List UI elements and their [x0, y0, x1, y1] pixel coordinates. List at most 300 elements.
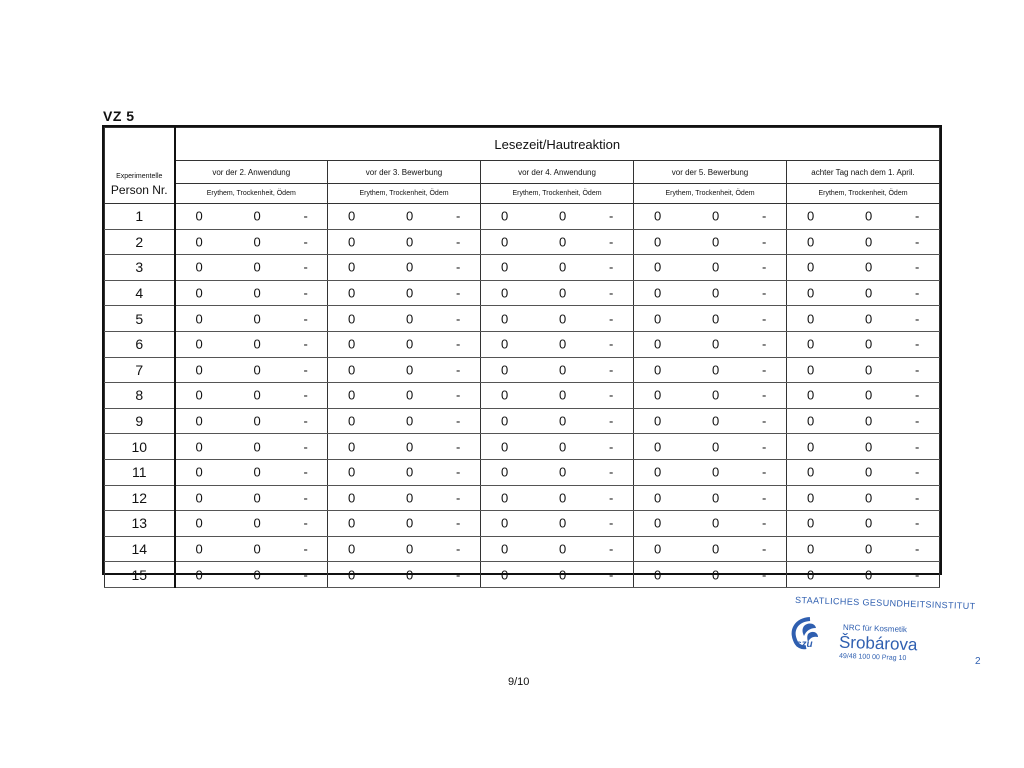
table-row [105, 383, 940, 409]
trockenheit-value: 0 [406, 208, 414, 224]
trockenheit-value: 0 [253, 464, 261, 480]
table-row [105, 485, 940, 511]
trockenheit-value: 0 [865, 362, 873, 378]
erythem-value: 0 [348, 413, 356, 429]
oedem-value: - [456, 387, 461, 403]
erythem-value: 0 [501, 541, 509, 557]
stamp-institute: STAATLICHES GESUNDHEITSINSTITUT [794, 594, 976, 612]
table-row [105, 511, 940, 537]
oedem-value: - [456, 259, 461, 275]
erythem-value: 0 [348, 567, 356, 583]
erythem-value: 0 [501, 311, 509, 327]
oedem-value: - [762, 464, 767, 480]
erythem-value: 0 [195, 387, 203, 403]
reaction-cell [787, 357, 940, 383]
oedem-value: - [456, 413, 461, 429]
trockenheit-value: 0 [712, 259, 720, 275]
reaction-cell [481, 229, 634, 255]
trockenheit-value: 0 [712, 567, 720, 583]
erythem-value: 0 [348, 541, 356, 557]
trockenheit-value: 0 [253, 311, 261, 327]
person-number: 10 [105, 434, 175, 460]
reaction-cell [634, 280, 787, 306]
person-header [105, 128, 175, 204]
erythem-value: 0 [654, 541, 662, 557]
trockenheit-value: 0 [712, 208, 720, 224]
sub-header: Erythem, Trockenheit, Ödem [328, 184, 481, 204]
person-number: 12 [105, 485, 175, 511]
reaction-cell [328, 536, 481, 562]
oedem-value: - [915, 541, 920, 557]
trockenheit-value: 0 [865, 336, 873, 352]
erythem-value: 0 [501, 285, 509, 301]
oedem-value: - [456, 285, 461, 301]
trockenheit-value: 0 [253, 387, 261, 403]
erythem-value: 0 [195, 464, 203, 480]
oedem-value: - [456, 311, 461, 327]
oedem-value: - [303, 311, 308, 327]
erythem-value: 0 [501, 234, 509, 250]
oedem-value: - [915, 259, 920, 275]
oedem-value: - [915, 311, 920, 327]
erythem-value: 0 [654, 234, 662, 250]
trockenheit-value: 0 [712, 413, 720, 429]
erythem-value: 0 [807, 387, 815, 403]
reaction-cell [175, 562, 328, 588]
reaction-cell [634, 408, 787, 434]
erythem-value: 0 [807, 567, 815, 583]
erythem-value: 0 [807, 234, 815, 250]
person-number: 8 [105, 383, 175, 409]
reaction-cell [634, 229, 787, 255]
trockenheit-value: 0 [406, 541, 414, 557]
oedem-value: - [303, 259, 308, 275]
reaction-cell [787, 306, 940, 332]
person-number: 4 [105, 280, 175, 306]
trockenheit-value: 0 [865, 259, 873, 275]
erythem-value: 0 [807, 336, 815, 352]
reaction-cell [328, 383, 481, 409]
erythem-value: 0 [348, 515, 356, 531]
table-row [105, 255, 940, 281]
erythem-value: 0 [348, 285, 356, 301]
table-row [105, 306, 940, 332]
trockenheit-value: 0 [406, 464, 414, 480]
trockenheit-value: 0 [712, 387, 720, 403]
trockenheit-value: 0 [865, 567, 873, 583]
oedem-value: - [915, 208, 920, 224]
trockenheit-value: 0 [406, 285, 414, 301]
reaction-cell [175, 485, 328, 511]
erythem-value: 0 [501, 567, 509, 583]
trockenheit-value: 0 [559, 464, 567, 480]
trockenheit-value: 0 [253, 234, 261, 250]
trockenheit-value: 0 [712, 311, 720, 327]
trockenheit-value: 0 [406, 439, 414, 455]
person-number: 7 [105, 357, 175, 383]
reaction-cell [328, 408, 481, 434]
oedem-value: - [303, 208, 308, 224]
reaction-cell [481, 331, 634, 357]
person-number: 6 [105, 331, 175, 357]
trockenheit-value: 0 [406, 515, 414, 531]
erythem-value: 0 [195, 234, 203, 250]
reaction-cell [634, 536, 787, 562]
reaction-cell [175, 204, 328, 230]
erythem-value: 0 [807, 439, 815, 455]
reaction-cell [175, 536, 328, 562]
erythem-value: 0 [501, 515, 509, 531]
trockenheit-value: 0 [865, 439, 873, 455]
results-table [102, 125, 942, 583]
reaction-cell [787, 536, 940, 562]
reaction-cell [787, 434, 940, 460]
oedem-value: - [915, 439, 920, 455]
reaction-cell [634, 357, 787, 383]
trockenheit-value: 0 [559, 336, 567, 352]
reaction-cell [787, 511, 940, 537]
trockenheit-value: 0 [865, 285, 873, 301]
oedem-value: - [762, 208, 767, 224]
erythem-value: 0 [195, 285, 203, 301]
erythem-value: 0 [195, 439, 203, 455]
oedem-value: - [609, 336, 614, 352]
oedem-value: - [303, 464, 308, 480]
reaction-cell [787, 331, 940, 357]
oedem-value: - [609, 439, 614, 455]
erythem-value: 0 [195, 413, 203, 429]
oedem-value: - [762, 439, 767, 455]
oedem-value: - [762, 311, 767, 327]
table-row [105, 229, 940, 255]
stamp-center: NRC für Kosmetik [842, 622, 908, 635]
oedem-value: - [303, 387, 308, 403]
logo-text: szu [796, 639, 813, 650]
oedem-value: - [303, 490, 308, 506]
reaction-cell [175, 306, 328, 332]
trockenheit-value: 0 [406, 490, 414, 506]
trockenheit-value: 0 [406, 311, 414, 327]
person-number: 9 [105, 408, 175, 434]
oedem-value: - [456, 362, 461, 378]
erythem-value: 0 [654, 387, 662, 403]
reaction-cell [328, 306, 481, 332]
trockenheit-value: 0 [253, 515, 261, 531]
oedem-value: - [915, 336, 920, 352]
person-number: 13 [105, 511, 175, 537]
reaction-cell [481, 280, 634, 306]
trockenheit-value: 0 [559, 362, 567, 378]
reaction-cell [481, 536, 634, 562]
oedem-value: - [762, 490, 767, 506]
erythem-value: 0 [807, 311, 815, 327]
trockenheit-value: 0 [712, 234, 720, 250]
reaction-cell [481, 408, 634, 434]
trockenheit-value: 0 [712, 362, 720, 378]
erythem-value: 0 [807, 362, 815, 378]
oedem-value: - [456, 208, 461, 224]
trockenheit-value: 0 [865, 387, 873, 403]
oedem-value: - [762, 387, 767, 403]
institute-stamp [783, 592, 988, 672]
erythem-value: 0 [807, 259, 815, 275]
reaction-cell [634, 306, 787, 332]
trockenheit-value: 0 [406, 387, 414, 403]
group-header: vor der 5. Bewerbung [634, 161, 787, 184]
reaction-cell [175, 280, 328, 306]
erythem-value: 0 [654, 515, 662, 531]
erythem-value: 0 [195, 259, 203, 275]
trockenheit-value: 0 [559, 567, 567, 583]
table-row [105, 357, 940, 383]
trockenheit-value: 0 [865, 234, 873, 250]
table-row [105, 459, 940, 485]
oedem-value: - [915, 464, 920, 480]
trockenheit-value: 0 [406, 336, 414, 352]
erythem-value: 0 [348, 336, 356, 352]
reaction-cell [634, 383, 787, 409]
oedem-value: - [915, 490, 920, 506]
reaction-cell [328, 562, 481, 588]
reaction-cell [787, 459, 940, 485]
trockenheit-value: 0 [865, 541, 873, 557]
oedem-value: - [456, 515, 461, 531]
table-row [105, 408, 940, 434]
reaction-cell [328, 434, 481, 460]
person-number: 2 [105, 229, 175, 255]
oedem-value: - [303, 362, 308, 378]
trockenheit-value: 0 [865, 413, 873, 429]
reaction-cell [787, 562, 940, 588]
trockenheit-value: 0 [253, 439, 261, 455]
oedem-value: - [456, 464, 461, 480]
erythem-value: 0 [807, 490, 815, 506]
erythem-value: 0 [501, 464, 509, 480]
reaction-cell [481, 357, 634, 383]
reaction-cell [634, 434, 787, 460]
oedem-value: - [762, 541, 767, 557]
erythem-value: 0 [195, 208, 203, 224]
reaction-cell [634, 511, 787, 537]
reaction-cell [175, 434, 328, 460]
trockenheit-value: 0 [559, 541, 567, 557]
trockenheit-value: 0 [559, 234, 567, 250]
reaction-cell [175, 331, 328, 357]
oedem-value: - [303, 285, 308, 301]
oedem-value: - [762, 285, 767, 301]
trockenheit-value: 0 [253, 541, 261, 557]
erythem-value: 0 [654, 439, 662, 455]
reaction-cell [175, 408, 328, 434]
reaction-cell [328, 280, 481, 306]
oedem-value: - [762, 567, 767, 583]
oedem-value: - [915, 413, 920, 429]
reaction-cell [787, 383, 940, 409]
trockenheit-value: 0 [865, 490, 873, 506]
trockenheit-value: 0 [559, 413, 567, 429]
erythem-value: 0 [807, 285, 815, 301]
oedem-value: - [762, 515, 767, 531]
group-header: vor der 4. Anwendung [481, 161, 634, 184]
reaction-cell [175, 357, 328, 383]
trockenheit-value: 0 [406, 234, 414, 250]
reaction-cell [787, 204, 940, 230]
erythem-value: 0 [807, 541, 815, 557]
erythem-value: 0 [501, 336, 509, 352]
person-number: 14 [105, 536, 175, 562]
trockenheit-value: 0 [712, 439, 720, 455]
trockenheit-value: 0 [865, 464, 873, 480]
reaction-cell [175, 229, 328, 255]
reaction-cell [787, 280, 940, 306]
erythem-value: 0 [348, 387, 356, 403]
reaction-cell [481, 255, 634, 281]
erythem-value: 0 [807, 464, 815, 480]
reaction-cell [787, 485, 940, 511]
oedem-value: - [609, 490, 614, 506]
oedem-value: - [915, 285, 920, 301]
oedem-value: - [915, 515, 920, 531]
trockenheit-value: 0 [253, 413, 261, 429]
oedem-value: - [762, 234, 767, 250]
person-number: 1 [105, 204, 175, 230]
group-header: vor der 2. Anwendung [175, 161, 328, 184]
erythem-value: 0 [501, 490, 509, 506]
trockenheit-value: 0 [253, 285, 261, 301]
stamp-address: 49/48 100 00 Prag 10 [838, 652, 907, 663]
reaction-cell [634, 485, 787, 511]
erythem-value: 0 [807, 515, 815, 531]
erythem-value: 0 [654, 311, 662, 327]
oedem-value: - [609, 387, 614, 403]
erythem-value: 0 [654, 259, 662, 275]
sub-header: Erythem, Trockenheit, Ödem [634, 184, 787, 204]
reaction-cell [328, 229, 481, 255]
trockenheit-value: 0 [559, 285, 567, 301]
table-row [105, 562, 940, 588]
group-header: vor der 3. Bewerbung [328, 161, 481, 184]
trockenheit-value: 0 [559, 515, 567, 531]
oedem-value: - [609, 362, 614, 378]
oedem-value: - [762, 413, 767, 429]
reaction-cell [481, 485, 634, 511]
oedem-value: - [609, 285, 614, 301]
oedem-value: - [609, 515, 614, 531]
person-header-small: Experimentelle [116, 173, 163, 180]
reaction-cell [634, 459, 787, 485]
table-row [105, 204, 940, 230]
reaction-cell [634, 204, 787, 230]
trockenheit-value: 0 [253, 490, 261, 506]
oedem-value: - [915, 567, 920, 583]
reaction-cell [175, 511, 328, 537]
oedem-value: - [303, 439, 308, 455]
erythem-value: 0 [654, 208, 662, 224]
reaction-cell [787, 408, 940, 434]
erythem-value: 0 [501, 439, 509, 455]
table-row [105, 280, 940, 306]
reaction-cell [481, 562, 634, 588]
erythem-value: 0 [501, 387, 509, 403]
reaction-cell [634, 255, 787, 281]
trockenheit-value: 0 [559, 259, 567, 275]
trockenheit-value: 0 [253, 208, 261, 224]
erythem-value: 0 [195, 336, 203, 352]
sub-header: Erythem, Trockenheit, Ödem [481, 184, 634, 204]
trockenheit-value: 0 [406, 413, 414, 429]
oedem-value: - [915, 234, 920, 250]
oedem-value: - [762, 362, 767, 378]
reaction-cell [328, 459, 481, 485]
table-row [105, 331, 940, 357]
oedem-value: - [303, 541, 308, 557]
sub-header: Erythem, Trockenheit, Ödem [787, 184, 940, 204]
erythem-value: 0 [654, 413, 662, 429]
oedem-value: - [303, 567, 308, 583]
trockenheit-value: 0 [712, 336, 720, 352]
trockenheit-value: 0 [253, 259, 261, 275]
oedem-value: - [303, 336, 308, 352]
erythem-value: 0 [195, 515, 203, 531]
person-number: 5 [105, 306, 175, 332]
oedem-value: - [303, 413, 308, 429]
oedem-value: - [456, 439, 461, 455]
erythem-value: 0 [807, 413, 815, 429]
oedem-value: - [762, 259, 767, 275]
trockenheit-value: 0 [712, 285, 720, 301]
reaction-cell [481, 511, 634, 537]
trockenheit-value: 0 [559, 387, 567, 403]
person-number: 15 [105, 562, 175, 588]
erythem-value: 0 [195, 362, 203, 378]
erythem-value: 0 [348, 311, 356, 327]
trockenheit-value: 0 [406, 567, 414, 583]
reaction-cell [634, 562, 787, 588]
sub-header: Erythem, Trockenheit, Ödem [175, 184, 328, 204]
oedem-value: - [456, 234, 461, 250]
trockenheit-value: 0 [712, 541, 720, 557]
erythem-value: 0 [654, 362, 662, 378]
reaction-cell [175, 383, 328, 409]
szu-logo-icon [788, 616, 826, 650]
stamp-name: Šrobárova [838, 632, 918, 655]
oedem-value: - [609, 234, 614, 250]
oedem-value: - [456, 336, 461, 352]
oedem-value: - [609, 413, 614, 429]
group-header: achter Tag nach dem 1. April. [787, 161, 940, 184]
trockenheit-value: 0 [406, 362, 414, 378]
oedem-value: - [456, 541, 461, 557]
oedem-value: - [609, 541, 614, 557]
trockenheit-value: 0 [406, 259, 414, 275]
erythem-value: 0 [348, 362, 356, 378]
reaction-cell [787, 229, 940, 255]
erythem-value: 0 [654, 336, 662, 352]
reaction-cell [175, 255, 328, 281]
erythem-value: 0 [348, 234, 356, 250]
reaction-cell [481, 306, 634, 332]
erythem-value: 0 [501, 259, 509, 275]
erythem-value: 0 [501, 362, 509, 378]
oedem-value: - [303, 234, 308, 250]
reaction-cell [328, 204, 481, 230]
trockenheit-value: 0 [865, 311, 873, 327]
person-header-big: Person Nr. [110, 183, 168, 197]
reaction-cell [481, 383, 634, 409]
trockenheit-value: 0 [253, 336, 261, 352]
erythem-value: 0 [195, 490, 203, 506]
trockenheit-value: 0 [712, 490, 720, 506]
